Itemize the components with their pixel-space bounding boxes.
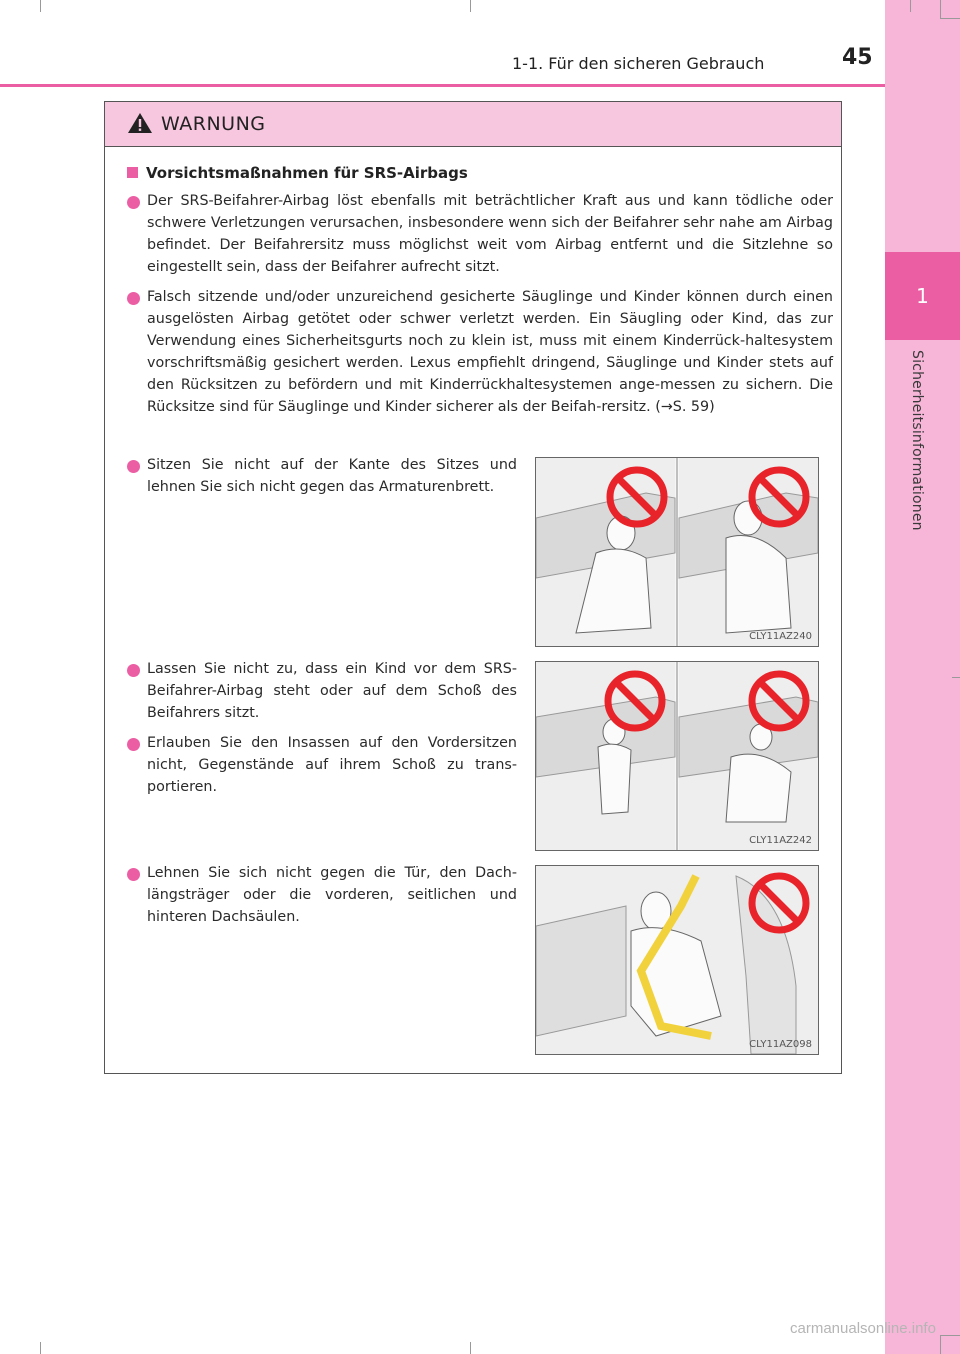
warning-box: [104, 101, 842, 1074]
bullet-dot-icon: [127, 196, 140, 209]
prohibition-icon: [604, 670, 666, 732]
prohibition-icon: [748, 670, 810, 732]
warning-header: [105, 102, 841, 147]
bullet-text: Der SRS-Beifahrer-Airbag löst ebenfalls mit beträchtlicher Kraft aus und kann tödliche oder schwere Verletzungen verursachen, insbesondere wenn sich der Beifahrer sehr nahe am Airbag befindet. Der Beifahrersitz muss möglichst weit vom Airbag entfernt und die Sitzlehne so eingestellt sein, dass der Beifahrer aufrecht sitzt.: [147, 193, 833, 275]
bullet-dot-icon: [127, 868, 140, 881]
crop-mark: [940, 18, 960, 19]
figure-label: CLY11AZ240: [749, 631, 812, 642]
figure-label: CLY11AZ098: [749, 1039, 812, 1050]
illustration-lean-door: [535, 865, 819, 1055]
crop-mark: [40, 0, 41, 12]
watermark: carmanualsonline.info: [790, 1320, 936, 1337]
chapter-sidebar: [885, 0, 960, 1354]
bullet-text: Erlauben Sie den Insassen auf den Vordersitzen nicht, Gegenstände auf ihrem Schoß zu trans-portieren.: [147, 735, 517, 795]
warning-title: WARNUNG: [161, 113, 266, 135]
illustration-seat-edge: [535, 457, 819, 647]
illustration-child-airbag: [535, 661, 819, 851]
crop-mark: [910, 0, 911, 12]
header-rule: [0, 84, 885, 87]
crop-mark: [40, 1342, 41, 1354]
section-title: 1-1. Für den sicheren Gebrauch: [512, 54, 765, 73]
crop-mark: [940, 1335, 941, 1354]
section-heading: [127, 164, 468, 182]
bullet-text: Sitzen Sie nicht auf der Kante des Sitzes und lehnen Sie sich nicht gegen das Armaturenbrett.: [147, 457, 517, 495]
prohibition-icon: [748, 466, 810, 528]
bullet-dot-icon: [127, 738, 140, 751]
bullet-dot-icon: [127, 664, 140, 677]
prohibition-icon: [748, 872, 810, 934]
section-heading-text: Vorsichtsmaßnahmen für SRS-Airbags: [146, 164, 468, 182]
crop-mark: [470, 1342, 471, 1354]
crop-mark: [940, 1335, 960, 1336]
square-bullet-icon: [127, 167, 138, 178]
chapter-title: Sicherheitsinformationen: [909, 350, 925, 531]
crop-mark: [940, 0, 941, 18]
bullet-text: Falsch sitzende und/oder unzureichend gesicherte Säuglinge und Kinder können durch einen ausgelösten Airbag getötet oder schwer verletzt werden. Ein Säugling oder Kind, das zur Verwendung eines Sicherheitsgurts noch zu klein ist, muss mit einem Kinderrück-haltesystem vorschriftsmäßig gesichert werden. Lexus empfiehlt dringend, Säuglinge und Kinder stets auf den Rücksitzen zu befördern und mit Kinderrückhaltesystemen ange-messen zu sichern. Die Rücksitze sind für Säuglinge und Kinder sicherer als der Beifah-rersitz. (→S. 59): [147, 289, 833, 415]
prohibition-icon: [606, 466, 668, 528]
bullet-dot-icon: [127, 460, 140, 473]
crop-mark: [952, 677, 960, 678]
bullet-text: Lehnen Sie sich nicht gegen die Tür, den Dach-längsträger oder die vorderen, seitlichen und hinteren Dachsäulen.: [147, 865, 517, 925]
figure-label: CLY11AZ242: [749, 835, 812, 846]
warning-triangle-icon: [127, 112, 153, 134]
page-number: 45: [842, 45, 873, 70]
chapter-number-tab: 1: [885, 252, 960, 340]
bullet-dot-icon: [127, 292, 140, 305]
crop-mark: [470, 0, 471, 12]
bullet-text: Lassen Sie nicht zu, dass ein Kind vor dem SRS-Beifahrer-Airbag steht oder auf dem Schoß des Beifahrers sitzt.: [147, 661, 517, 721]
